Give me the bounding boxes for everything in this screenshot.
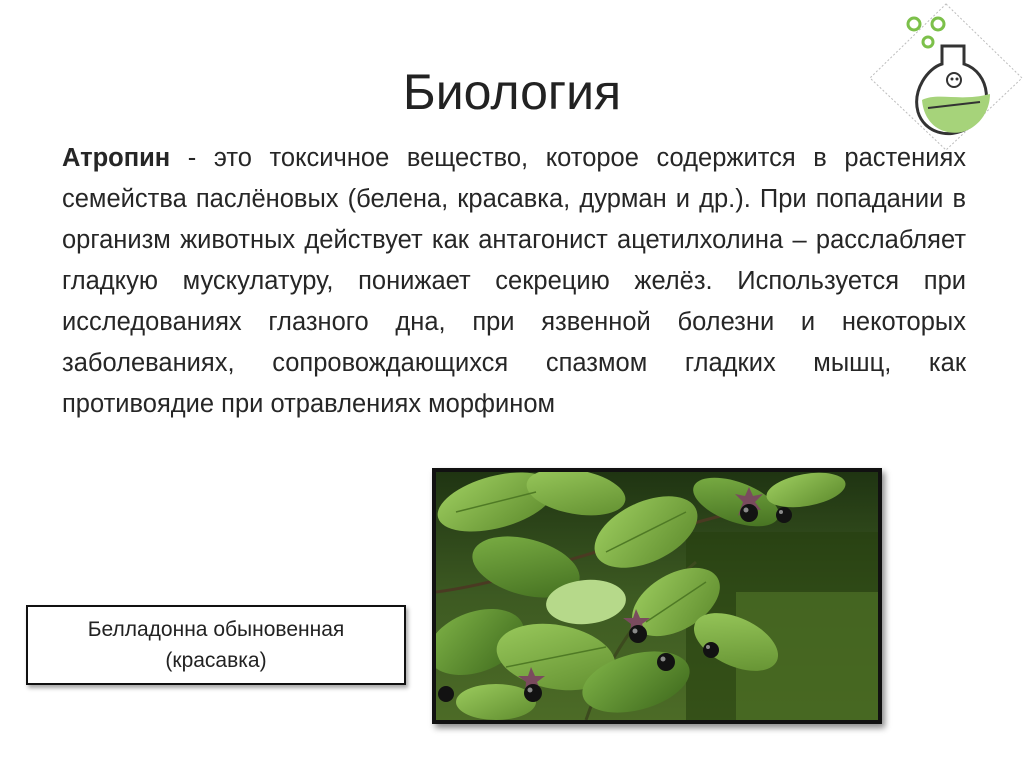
belladonna-plant-photo bbox=[432, 468, 882, 724]
term-atropine: Атропин bbox=[62, 144, 171, 172]
photo-caption-box bbox=[26, 605, 406, 685]
slide-title: Биология bbox=[402, 64, 622, 120]
caption-line-1: Белладонна обыновенная bbox=[87, 618, 345, 641]
body-paragraph bbox=[62, 138, 966, 425]
paragraph-text: - это токсичное вещество, которое содержится в растениях семейства паслёновых (белена, красавка, дурман и др.). При попадании в организм животных действует как антагонист ацетилхолина – расслабляет гладкую мускулатуру, понижает секрецию желёз. Используется при исследованиях глазного дна, при язвенной болезни и некоторых заболеваниях, сопровождающихся спазмом гладких мышц, как противоядие при отравлениях морфином bbox=[62, 144, 966, 418]
caption-line-2: (красавка) bbox=[165, 649, 267, 672]
